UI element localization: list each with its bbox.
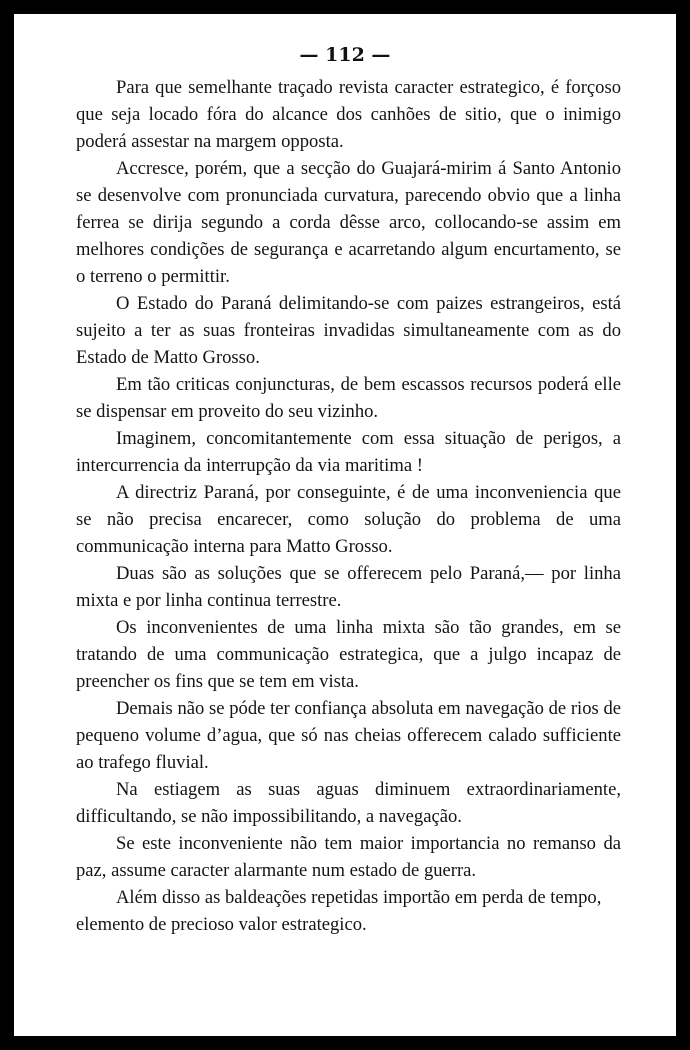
paragraph-9: Demais não se póde ter confiança absoluta em navegação de rios de pequeno volume d’agua, que só nas cheias offerecem calado sufficiente ao trafego fluvial. — [76, 698, 621, 773]
paragraph-2: Accresce, porém, que a secção do Guajará-mirim á Santo Antonio se desenvolve com pronunciada curvatura, parecendo obvio que a linha ferrea se dirija segundo a corda dêsse arco, collocando-se assim em melhores condições de segurança e acarretando algum encurtamento, se o terreno o permittir. — [76, 158, 621, 287]
book-page — [14, 14, 676, 1036]
paragraph-8: Os inconvenientes de uma linha mixta são tão grandes, em se tratando de uma communicação estrategica, que a julgo incapaz de preencher os fins que se tem em vista. — [76, 617, 621, 692]
paragraph-5: Imaginem, concomitantemente com essa situação de perigos, a intercurrencia da interrupção da via maritima ! — [76, 428, 621, 476]
paragraph-3: O Estado do Paraná delimitando-se com paizes estrangeiros, está sujeito a ter as suas fronteiras invadidas simultaneamente com as do Estado de Matto Grosso. — [76, 293, 621, 368]
paragraph-6: A directriz Paraná, por conseguinte, é de uma inconveniencia que se não precisa encarecer, como solução do problema de uma communicação interna para Matto Grosso. — [76, 482, 621, 557]
page-number: — 112 — — [299, 44, 391, 66]
paragraph-10: Na estiagem as suas aguas diminuem extraordinariamente, difficultando, se não impossibilitando, a navegação. — [76, 779, 621, 827]
text-body — [76, 74, 621, 938]
paragraph-4: Em tão criticas conjuncturas, de bem escassos recursos poderá elle se dispensar em proveito do seu vizinho. — [76, 374, 621, 422]
paragraph-11: Se este inconveniente não tem maior importancia no remanso da paz, assume caracter alarmante num estado de guerra. — [76, 833, 621, 881]
paragraph-1: Para que semelhante traçado revista caracter estrategico, é forçoso que seja locado fóra do alcance dos canhões de sitio, que o inimigo poderá assestar na margem opposta. — [76, 77, 621, 152]
paragraph-7: Duas são as soluções que se offerecem pelo Paraná,— por linha mixta e por linha continua terrestre. — [76, 563, 621, 611]
paragraph-12: Além disso as baldeações repetidas importão em perda de tempo, elemento de precioso valor estrategico. — [76, 887, 602, 935]
